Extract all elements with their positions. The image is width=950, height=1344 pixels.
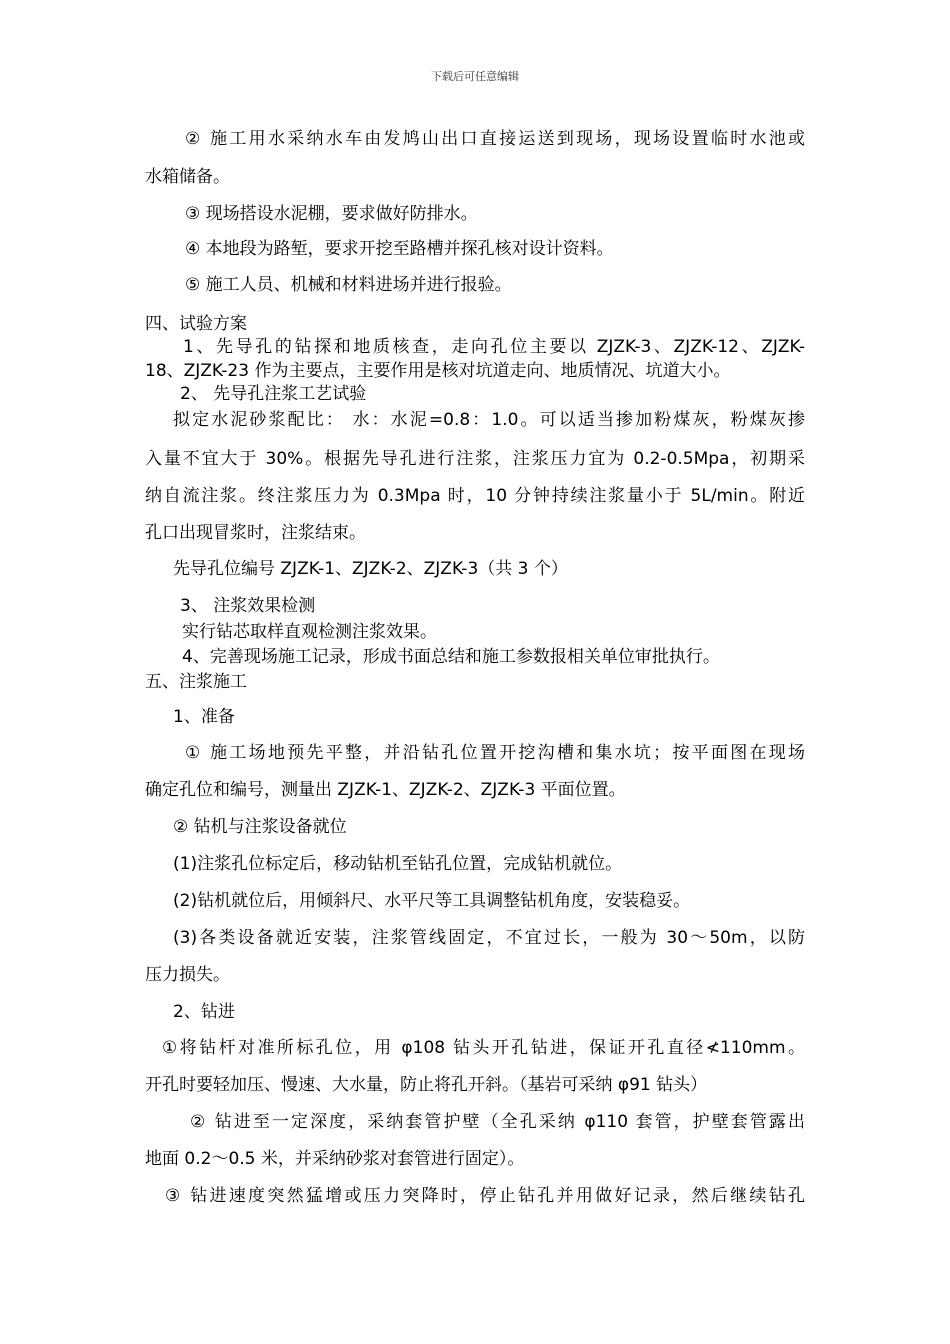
section-heading: 四、试验方案: [145, 314, 247, 334]
text-line: 1、先导孔的钻探和地质核查，走向孔位主要以 ZJZK-3、ZJZK-12、ZJZK-: [183, 337, 805, 357]
section-heading: 五、注浆施工: [145, 672, 247, 692]
text-line: (2)钻机就位后，用倾斜尺、水平尺等工具调整钻机角度，安装稳妥。: [173, 891, 691, 911]
text-line: 孔口出现冒浆时，注浆结束。: [145, 523, 366, 543]
text-line: (3)各类设备就近安装，注浆管线固定，不宜过长，一般为 30～50m，以防: [173, 928, 805, 948]
subsection-heading: 2、 先导孔注浆工艺试验: [180, 384, 367, 404]
text-line: ③ 钻进速度突然猛增或压力突降时，停止钻孔并用做好记录，然后继续钻孔: [165, 1186, 805, 1206]
text-line: 4、完善现场施工记录，形成书面总结和施工参数报相关单位审批执行。: [182, 647, 720, 667]
text-line: ② 钻机与注浆设备就位: [173, 817, 347, 837]
text-line: ② 施工用水采纳水车由发鸠山出口直接运送到现场，现场设置临时水池或: [185, 129, 805, 149]
text-line: 确定孔位和编号，测量出 ZJZK-1、ZJZK-2、ZJZK-3 平面位置。: [145, 780, 626, 800]
text-line: 拟定水泥砂浆配比： 水：水泥=0.8：1.0。可以适当掺加粉煤灰，粉煤灰掺: [173, 410, 805, 430]
text-line: 压力损失。: [145, 965, 230, 985]
page-header: 下载后可任意编辑: [431, 70, 519, 83]
text-line: ⑤ 施工人员、机械和材料进场并进行报验。: [185, 275, 512, 295]
text-line: 地面 0.2～0.5 米，并采纳砂浆对套管进行固定）。: [145, 1149, 525, 1169]
text-line: (1)注浆孔位标定后，移动钻机至钻孔位置，完成钻机就位。: [173, 854, 623, 874]
text-line: 入量不宜大于 30%。根据先导孔进行注浆，注浆压力宜为 0.2-0.5Mpa，初期采: [145, 449, 805, 469]
text-line: 先导孔位编号 ZJZK-1、ZJZK-2、ZJZK-3（共 3 个）: [173, 559, 568, 579]
subsection-heading: 2、钻进: [173, 1002, 235, 1022]
text-line: 18、ZJZK-23 作为主要点，主要作用是核对坑道走向、地质情况、坑道大小。: [145, 361, 731, 381]
text-line: ③ 现场搭设水泥棚，要求做好防排水。: [185, 204, 478, 224]
subsection-heading: 1、准备: [173, 707, 235, 727]
text-line: 实行钻芯取样直观检测注浆效果。: [182, 622, 437, 642]
text-line: 开孔时要轻加压、慢速、大水量，防止将孔开斜。（基岩可采纳 φ91 钻头）: [145, 1075, 708, 1095]
text-line: ④ 本地段为路堑，要求开挖至路槽并探孔核对设计资料。: [185, 239, 614, 259]
text-line: ① 施工场地预先平整，并沿钻孔位置开挖沟槽和集水坑；按平面图在现场: [185, 743, 805, 763]
text-line: ② 钻进至一定深度，采纳套管护壁（全孔采纳 φ110 套管，护壁套管露出: [190, 1112, 805, 1132]
text-line: 水箱储备。: [145, 167, 230, 187]
subsection-heading: 3、 注浆效果检测: [180, 596, 316, 616]
text-line: 纳自流注浆。终注浆压力为 0.3Mpa 时，10 分钟持续注浆量小于 5L/min。附近: [145, 486, 805, 506]
text-line: ①将钻杆对准所标孔位，用 φ108 钻头开孔钻进，保证开孔直径≮110mm。: [162, 1038, 805, 1058]
